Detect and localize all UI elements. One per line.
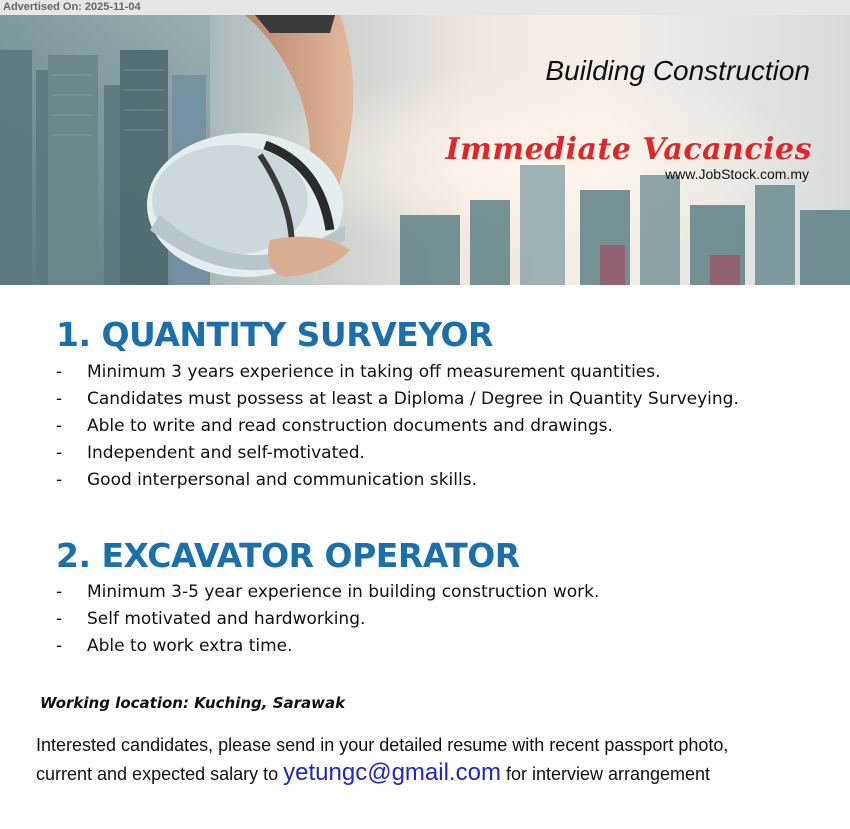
advertised-date: Advertised On: 2025-11-04 [3,1,141,13]
contact-text-after: for interview arrangement [505,764,711,784]
job-title-excavator-operator: 2. EXCAVATOR OPERATOR [56,536,520,575]
working-location: Working location: Kuching, Sarawak [40,694,346,712]
bullet-dash: - [56,636,63,656]
contact-line-1: Interested candidates, please send in your detailed resume with recent passport photo, [36,735,729,755]
bullet-dash: - [56,362,63,382]
bullet-dash: - [56,609,63,629]
job-title-quantity-surveyor: 1. QUANTITY SURVEYOR [56,315,493,354]
bullet-dash: - [56,416,63,436]
banner-headline: Immediate Vacancies [445,132,812,167]
banner-image [0,15,850,285]
banner-website: www.JobStock.com.my [665,166,809,182]
requirement-text: Independent and self-motivated. [87,443,365,463]
banner-title: Building Construction [545,55,810,86]
contact-text-before: current and expected salary to [36,764,279,784]
bullet-dash: - [56,443,63,463]
requirement-text: Able to work extra time. [87,636,293,656]
email-link[interactable]: yetungc@gmail.com [283,759,501,786]
contact-line-2 [36,759,710,787]
bullet-dash: - [56,470,63,490]
advertised-bar [0,0,850,15]
requirement-text: Self motivated and hardworking. [87,609,366,629]
requirement-text: Minimum 3 years experience in taking off measurement quantities. [87,362,661,382]
bullet-dash: - [56,582,63,602]
requirement-text: Able to write and read construction documents and drawings. [87,416,613,436]
requirement-text: Candidates must possess at least a Diploma / Degree in Quantity Surveying. [87,389,739,409]
requirement-text: Minimum 3-5 year experience in building construction work. [87,582,600,602]
requirement-text: Good interpersonal and communication skills. [87,470,477,490]
bullet-dash: - [56,389,63,409]
